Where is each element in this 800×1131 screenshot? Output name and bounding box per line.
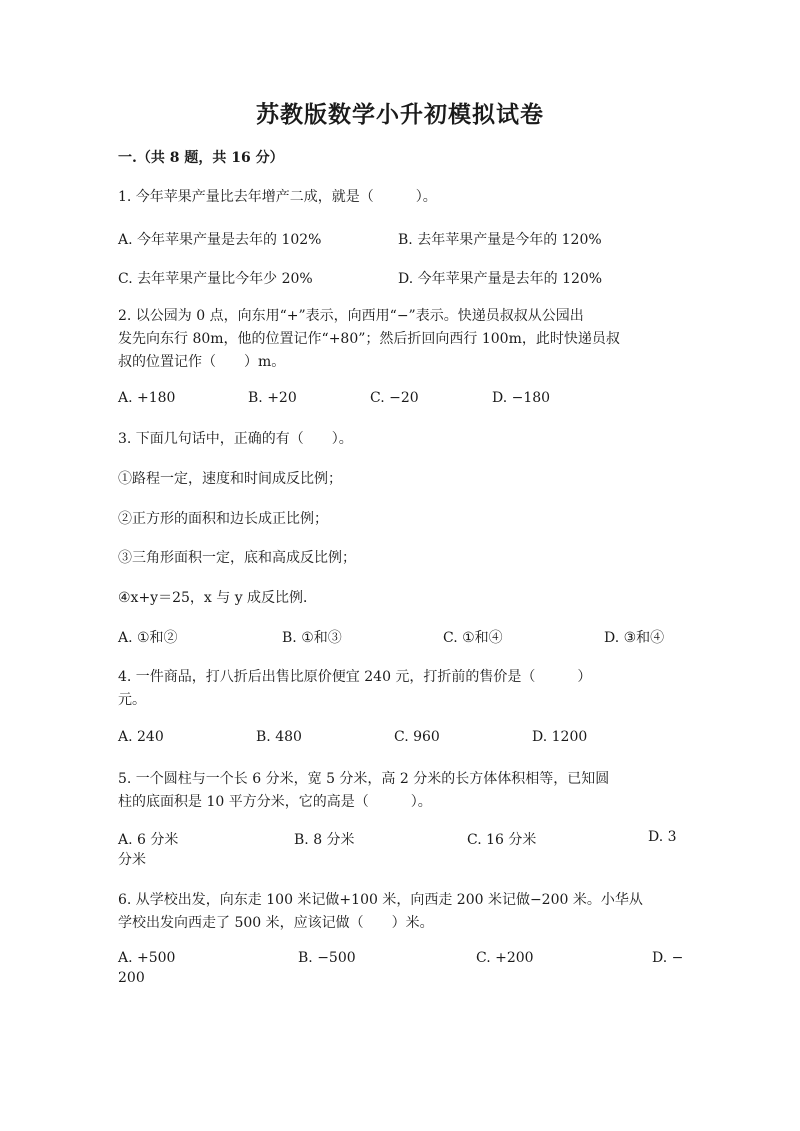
question-5-option-d-continued: 分米: [118, 852, 146, 868]
question-4-option-d: D. 1200: [532, 729, 588, 745]
question-3-statement-3: ③三角形面积一定，底和高成反比例；: [118, 550, 356, 566]
question-6-option-d-continued: 200: [118, 970, 145, 986]
question-4-option-a: A. 240: [118, 729, 164, 745]
question-1-stem: 1. 今年苹果产量比去年增产二成，就是（ ）。: [118, 189, 437, 205]
question-6-stem-line-2: 学校出发向西走了 500 米，应该记做（ ）米。: [118, 915, 434, 931]
question-6-option-a: A. +500: [118, 950, 176, 966]
question-2-stem-line-3: 叔的位置记作（ ）m。: [118, 354, 286, 370]
question-3-statement-4: ④x+y＝25，x 与 y 成反比例．: [118, 590, 318, 606]
question-3-option-a: A. ①和②: [118, 630, 178, 646]
question-5-option-b: B. 8 分米: [294, 832, 355, 848]
question-3-statement-1: ①路程一定，速度和时间成反比例；: [118, 471, 342, 487]
question-5-option-c: C. 16 分米: [467, 832, 537, 848]
question-2-option-b: B. +20: [248, 390, 297, 406]
page-title: 苏教版数学小升初模拟试卷: [256, 101, 544, 128]
question-1-option-c: C. 去年苹果产量比今年少 20%: [118, 271, 313, 287]
question-6-option-c: C. +200: [476, 950, 534, 966]
question-5-option-a: A. 6 分米: [118, 832, 179, 848]
question-2-stem-line-2: 发先向东行 80m，他的位置记作“+80”；然后折回向西行 100m，此时快递员叔: [118, 331, 620, 347]
question-4-stem-line-2: 元。: [118, 692, 146, 708]
question-5-stem-line-1: 5. 一个圆柱与一个长 6 分米，宽 5 分米，高 2 分米的长方体体积相等，已知圆: [118, 771, 610, 787]
question-1-option-d: D. 今年苹果产量是去年的 120%: [398, 271, 603, 287]
question-5-option-d: D. 3: [648, 829, 677, 845]
question-3-option-d: D. ③和④: [604, 630, 665, 646]
question-3-statement-2: ②正方形的面积和边长成正比例；: [118, 511, 328, 527]
question-2-option-c: C. −20: [370, 390, 419, 406]
question-6-stem-line-1: 6. 从学校出发，向东走 100 米记做+100 米，向西走 200 米记做−200 米。小华从: [118, 892, 643, 908]
question-3-stem: 3. 下面几句话中，正确的有（ ）。: [118, 431, 353, 447]
question-2-option-d: D. −180: [492, 390, 551, 406]
question-4-option-b: B. 480: [256, 729, 302, 745]
question-3-option-b: B. ①和③: [282, 630, 342, 646]
question-5-stem-line-2: 柱的底面积是 10 平方分米，它的高是（ ）。: [118, 794, 432, 810]
question-4-stem-line-1: 4. 一件商品，打八折后出售比原价便宜 240 元，打折前的售价是（ ）: [118, 669, 592, 685]
question-2-option-a: A. +180: [118, 390, 176, 406]
section-header: 一.（共 8 题，共 16 分）: [118, 150, 284, 166]
question-1-option-a: A. 今年苹果产量是去年的 102%: [118, 232, 322, 248]
question-3-option-c: C. ①和④: [443, 630, 503, 646]
question-1-option-b: B. 去年苹果产量是今年的 120%: [398, 232, 602, 248]
question-6-option-d: D. −: [652, 950, 684, 966]
question-4-option-c: C. 960: [394, 729, 440, 745]
question-2-stem-line-1: 2. 以公园为 0 点，向东用“+”表示，向西用“−”表示。快递员叔叔从公园出: [118, 308, 584, 324]
question-6-option-b: B. −500: [298, 950, 356, 966]
